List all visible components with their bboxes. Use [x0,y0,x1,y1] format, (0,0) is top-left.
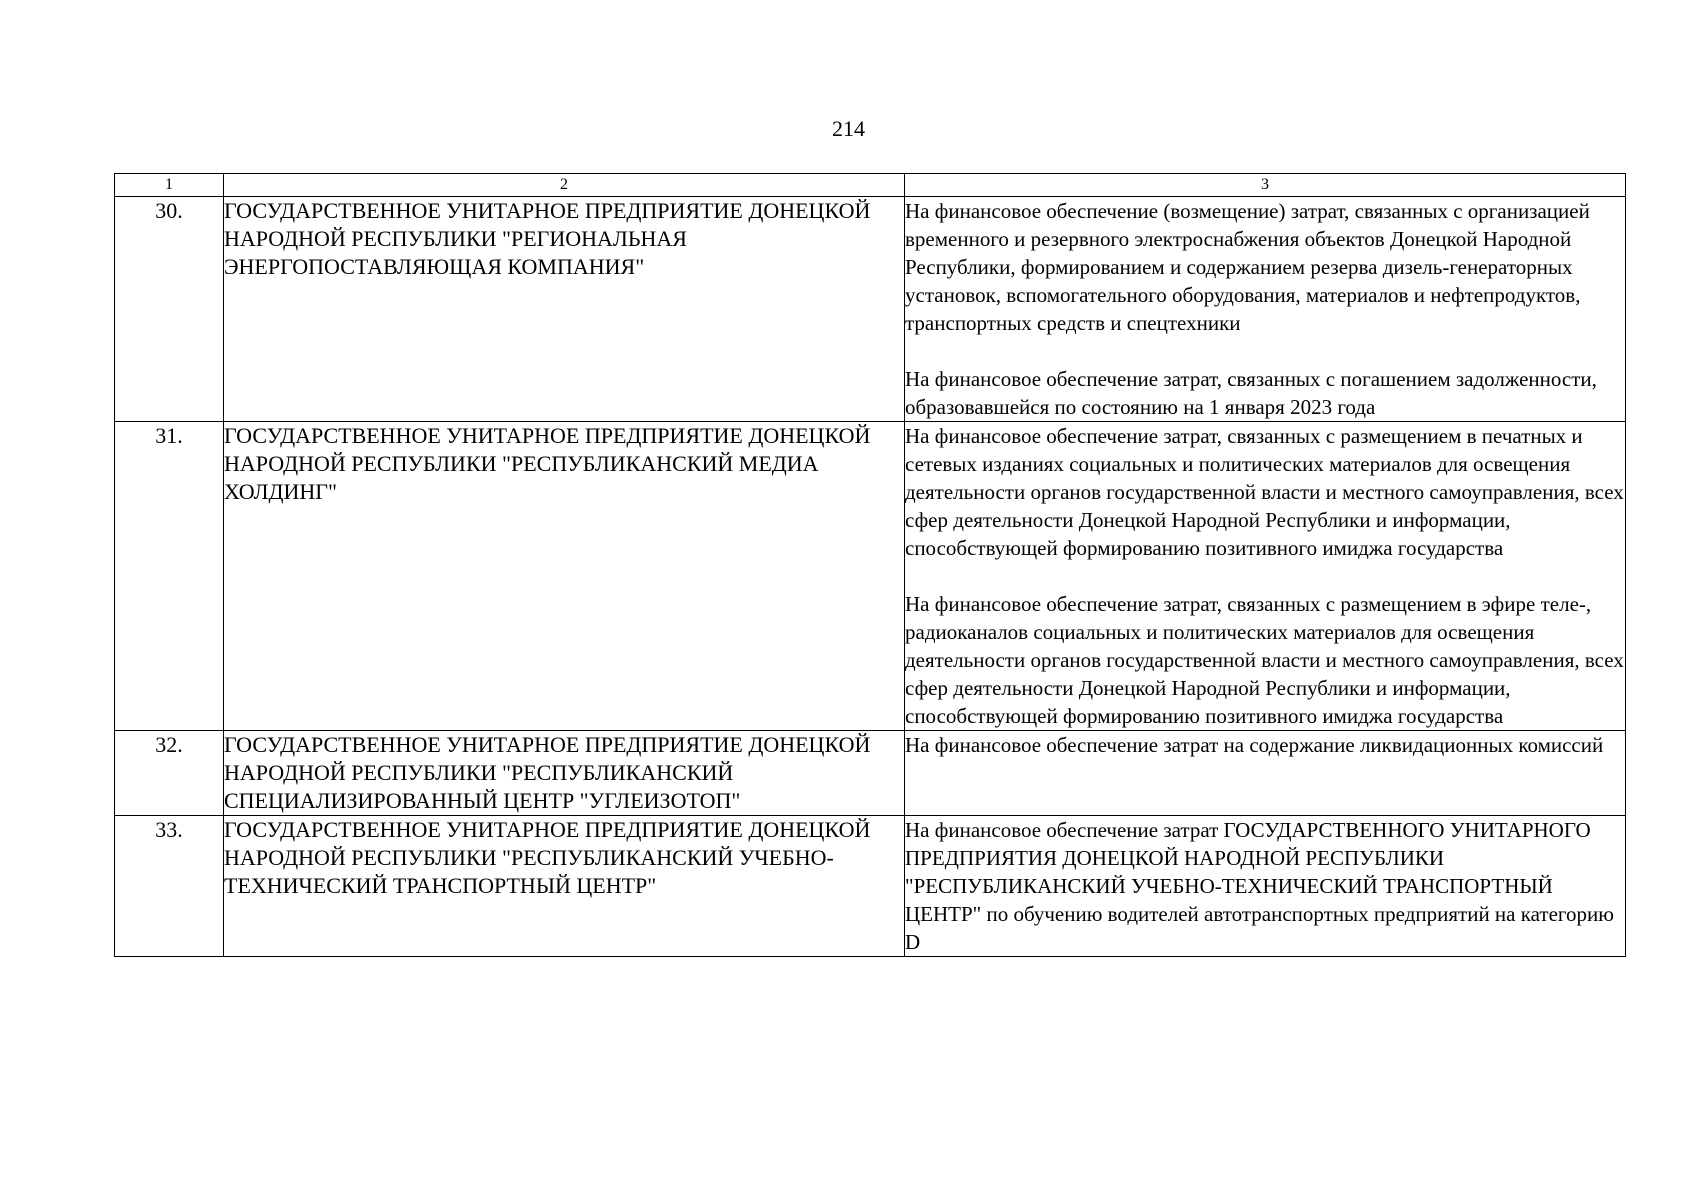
column-header-2: 2 [224,174,905,197]
row-number: 32. [115,731,224,816]
purpose-cell [905,816,1626,957]
subsidy-table [114,173,1626,957]
row-number: 31. [115,422,224,731]
column-header-1: 1 [115,174,224,197]
organization-name: ГОСУДАРСТВЕННОЕ УНИТАРНОЕ ПРЕДПРИЯТИЕ ДОНЕЦКОЙ НАРОДНОЙ РЕСПУБЛИКИ "РЕГИОНАЛЬНАЯ ЭНЕРГОПОСТАВЛЯЮЩАЯ КОМПАНИЯ" [224,197,905,422]
table-row [115,816,1626,957]
table-header-row [115,174,1626,197]
purpose-cell [905,422,1626,731]
column-header-3: 3 [905,174,1626,197]
row-number: 30. [115,197,224,422]
purpose-text: На финансовое обеспечение затрат ГОСУДАРСТВЕННОГО УНИТАРНОГО ПРЕДПРИЯТИЯ ДОНЕЦКОЙ НАРОДНОЙ РЕСПУБЛИКИ "РЕСПУБЛИКАНСКИЙ УЧЕБНО-ТЕХНИЧЕСКИЙ ТРАНСПОРТНЫЙ ЦЕНТР" по обучению водителей автотранспортных предприятий на категорию D [905,818,1614,954]
organization-name: ГОСУДАРСТВЕННОЕ УНИТАРНОЕ ПРЕДПРИЯТИЕ ДОНЕЦКОЙ НАРОДНОЙ РЕСПУБЛИКИ "РЕСПУБЛИКАНСКИЙ СПЕЦИАЛИЗИРОВАННЫЙ ЦЕНТР "УГЛЕИЗОТОП" [224,731,905,816]
row-number: 33. [115,816,224,957]
table-row [115,731,1626,816]
purpose-cell [905,731,1626,816]
organization-name: ГОСУДАРСТВЕННОЕ УНИТАРНОЕ ПРЕДПРИЯТИЕ ДОНЕЦКОЙ НАРОДНОЙ РЕСПУБЛИКИ "РЕСПУБЛИКАНСКИЙ МЕДИА ХОЛДИНГ" [224,422,905,731]
purpose-text: На финансовое обеспечение затрат, связанных с размещением в эфире теле-, радиоканалов социальных и политических материалов для освещения деятельности органов государственной власти и местного самоуправления, всех сфер деятельности Донецкой Народной Республики и информации, способствующей формированию позитивного имиджа государства [905,592,1624,728]
purpose-text: На финансовое обеспечение затрат, связанных с погашением задолженности, образовавшейся по состоянию на 1 января 2023 года [905,367,1597,419]
page-number: 214 [832,116,865,141]
purpose-cell [905,197,1626,422]
table-row [115,197,1626,422]
table-row [115,422,1626,731]
purpose-text: На финансовое обеспечение (возмещение) затрат, связанных с организацией временного и резервного электроснабжения объектов Донецкой Народной Республики, формированием и содержанием резерва дизель-генераторных установок, вспомогательного оборудования, материалов и нефтепродуктов, транспортных средств и спецтехники [905,199,1590,335]
purpose-text: На финансовое обеспечение затрат, связанных с размещением в печатных и сетевых изданиях социальных и политических материалов для освещения деятельности органов государственной власти и местного самоуправления, всех сфер деятельности Донецкой Народной Республики и информации, способствующей формированию позитивного имиджа государства [905,424,1624,560]
purpose-text: На финансовое обеспечение затрат на содержание ликвидационных комиссий [905,733,1604,757]
organization-name: ГОСУДАРСТВЕННОЕ УНИТАРНОЕ ПРЕДПРИЯТИЕ ДОНЕЦКОЙ НАРОДНОЙ РЕСПУБЛИКИ "РЕСПУБЛИКАНСКИЙ УЧЕБНО-ТЕХНИЧЕСКИЙ ТРАНСПОРТНЫЙ ЦЕНТР" [224,816,905,957]
